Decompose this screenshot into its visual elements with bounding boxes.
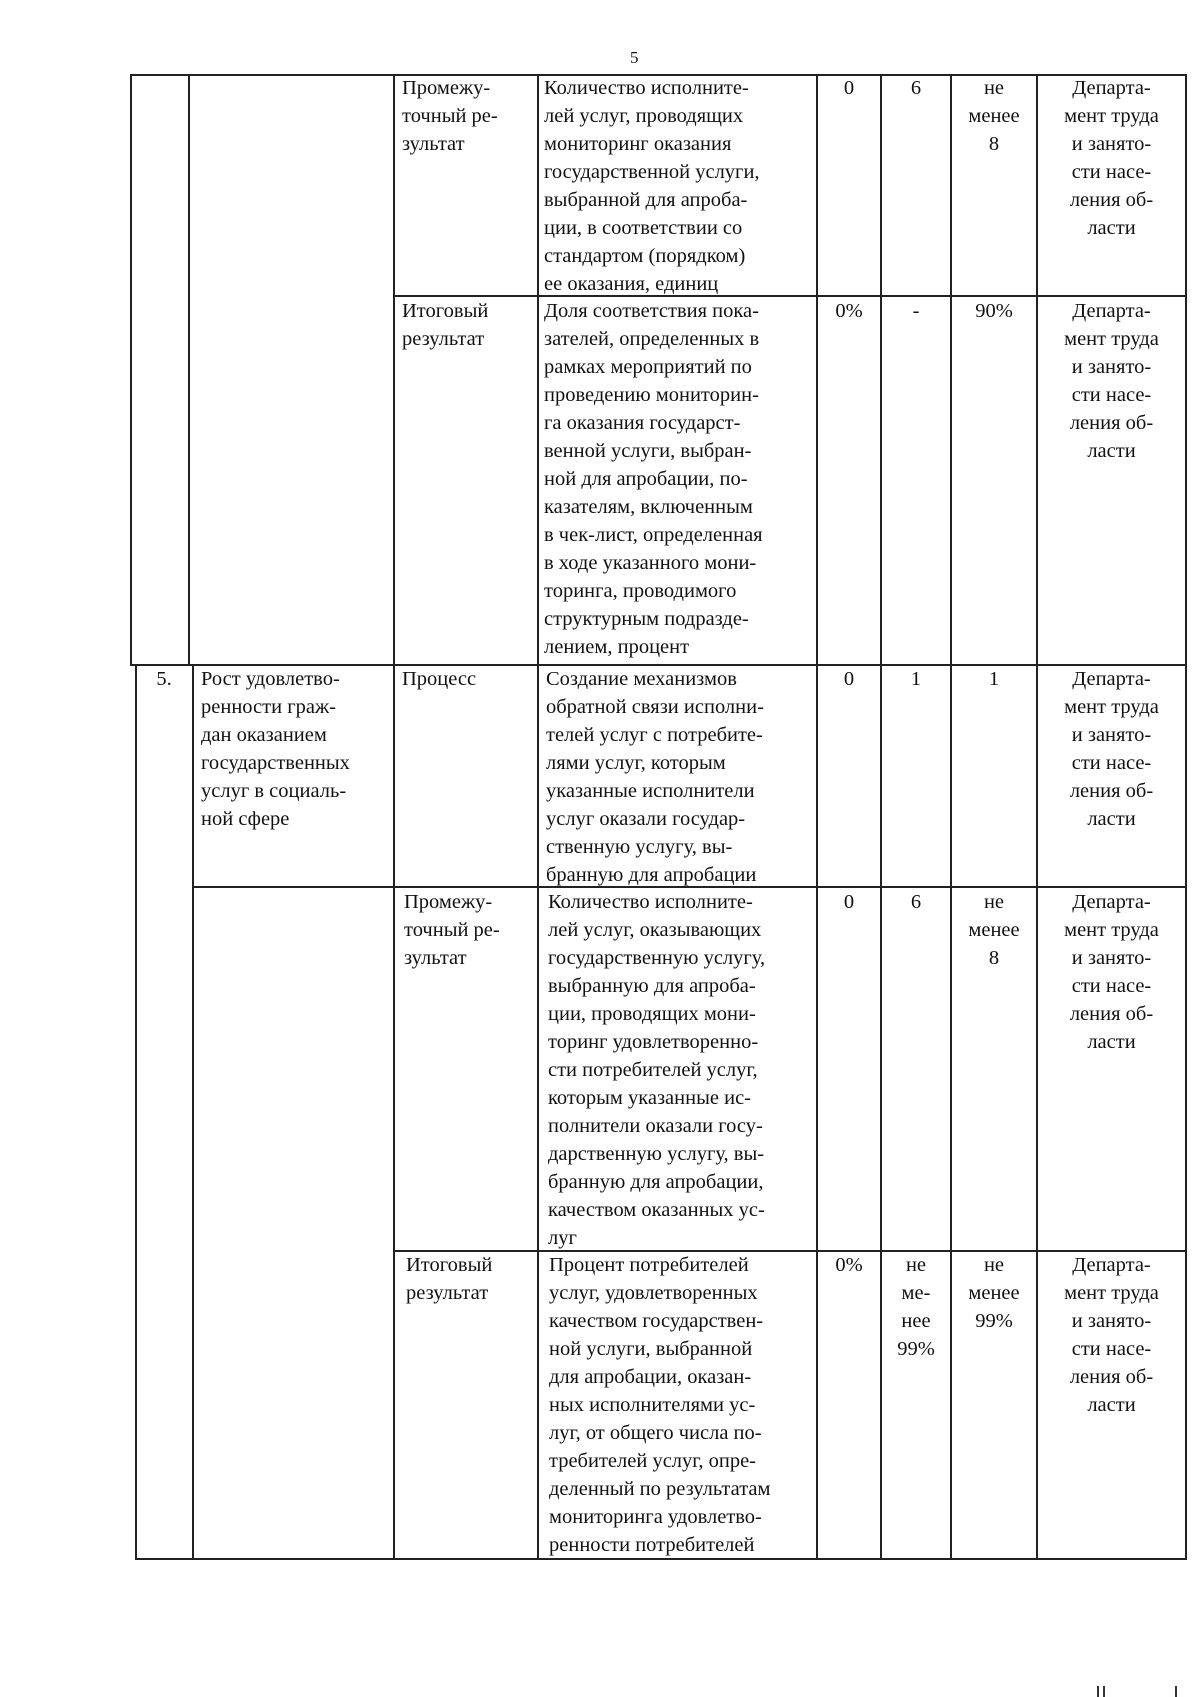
responsible-cell: Департа- мент труда и занято- сти насе- ления об- ласти [1064,668,1159,830]
responsible-cell: Департа- мент труда и занято- сти насе- ления об- ласти [1064,77,1159,239]
base-value-cell: 0 [843,77,855,99]
scan-mark [1097,1686,1099,1697]
scan-mark [1103,1686,1105,1697]
value-1-cell: 1 [910,668,922,690]
base-value-cell: 0 [843,668,855,690]
base-value-cell: 0 [843,891,855,913]
stage-cell: Итоговый результат [402,300,489,350]
indicator-cell: Количество исполните- лей услуг, оказывающих государственную услугу, выбранную для апроба- ции, проводящих мони- торинг удовлетворенно- сти потребителей услуг, которым указанные ис- полнители оказали госу- дарственную услугу, вы- бранную для апробации, качеством оказанных ус- луг [548,891,766,1249]
value-1-cell: - [912,300,920,322]
scan-mark [1175,1686,1177,1697]
base-value-cell: 0% [835,300,863,322]
responsible-cell: Департа- мент труда и занято- сти насе- ления об- ласти [1064,891,1159,1053]
value-1-cell: 6 [910,77,922,99]
value-2-cell: 1 [988,668,1000,690]
stage-cell: Процесс [402,668,477,690]
responsible-cell: Департа- мент труда и занято- сти насе- ления об- ласти [1064,1254,1159,1416]
base-value-cell: 0% [835,1254,863,1276]
value-2-cell: не менее 99% [968,1254,1020,1332]
row-number-cell: 5. [156,668,172,690]
indicator-cell: Количество исполните- лей услуг, проводящих мониторинг оказания государственной услуги, выбранной для апроба- ции, в соответствии со стандартом (порядком) ее оказания, единиц [544,77,760,295]
indicator-cell: Доля соответствия пока- зателей, определенных в рамках мероприятий по проведению мониторин- га оказания государст- венной услуги, выбран- ной для апробации, по- казателям, включенным в чек-лист, определенная в ходе указанного мони- торинга, проводимого структурным подразде- лением, процент [544,300,763,658]
indicator-cell: Создание механизмов обратной связи исполни- телей услуг с потребите- лями услуг, которым указанные исполнители услуг оказали государ- ственную услугу, вы- бранную для апробации [546,668,764,886]
indicator-cell: Процент потребителей услуг, удовлетворенных качеством государствен- ной услуги, выбранной для апробации, оказан- ных исполнителями ус- луг, от общего числа по- требителей услуг, опре- деленный по результатам мониторинга удовлетво- ренности потребителей [549,1254,771,1556]
stage-cell: Промежу- точный ре- зультат [404,891,500,969]
value-2-cell: не менее 8 [968,891,1020,969]
value-1-cell: 6 [910,891,922,913]
page-number: 5 [630,48,639,67]
stage-cell: Промежу- точный ре- зультат [402,77,498,155]
value-2-cell: 90% [975,300,1013,322]
responsible-cell: Департа- мент труда и занято- сти насе- ления об- ласти [1064,300,1159,462]
task-cell: Рост удовлетво- ренности граж- дан оказанием государственных услуг в социаль- ной сфере [201,668,350,830]
value-2-cell: не менее 8 [968,77,1020,155]
value-1-cell: не ме- нее 99% [897,1254,935,1360]
stage-cell: Итоговый результат [406,1254,493,1304]
